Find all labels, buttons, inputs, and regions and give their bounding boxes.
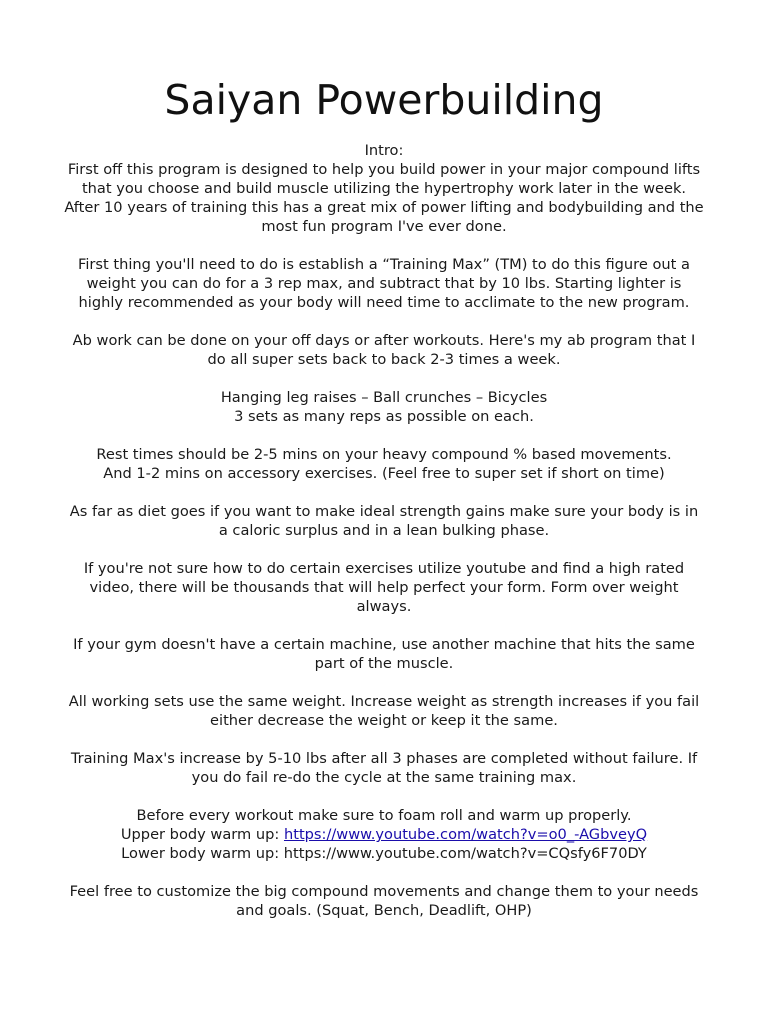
lower-warmup-url: https://www.youtube.com/watch?v=CQsfy6F70DY <box>283 845 647 862</box>
ab-sets: 3 sets as many reps as possible on each. <box>234 408 534 425</box>
ab-program-paragraph <box>64 388 704 426</box>
upper-warmup-line <box>64 825 704 844</box>
ab-exercises: Hanging leg raises – Ball crunches – Bicycles <box>220 389 548 406</box>
warmup-intro: Before every workout make sure to foam roll and warm up properly. <box>136 807 632 824</box>
rest-times-line-2: And 1-2 mins on accessory exercises. (Feel free to super set if short on time) <box>103 465 665 482</box>
rest-times-line-1: Rest times should be 2-5 mins on your heavy compound % based movements. <box>96 446 672 463</box>
intro-paragraph <box>64 141 704 236</box>
tm-increase-paragraph: Training Max's increase by 5-10 lbs after all 3 phases are completed without failure. If you do fail re-do the cycle at the same training max. <box>70 750 698 786</box>
lower-warmup-label: Lower body warm up: <box>121 845 284 862</box>
training-max-paragraph: First thing you'll need to do is establish a “Training Max” (TM) to do this figure out a weight you can do for a 3 rep max, and subtract that by 10 lbs. Starting lighter is highly recommended as your body will need time to acclimate to the new program. <box>78 256 690 311</box>
ab-work-paragraph: Ab work can be done on your off days or after workouts. Here's my ab program that I do all super sets back to back 2-3 times a week. <box>72 332 696 368</box>
document-body <box>64 141 704 939</box>
customize-paragraph: Feel free to customize the big compound movements and change them to your needs and goals. (Squat, Bench, Deadlift, OHP) <box>69 883 699 919</box>
working-sets-paragraph: All working sets use the same weight. Increase weight as strength increases if you fail either decrease the weight or keep it the same. <box>68 693 700 729</box>
lower-warmup-line <box>64 844 704 863</box>
warmup-paragraph <box>64 806 704 863</box>
intro-heading: Intro: <box>364 142 404 159</box>
youtube-paragraph: If you're not sure how to do certain exercises utilize youtube and find a high rated video, there will be thousands that will help perfect your form. Form over weight always. <box>83 560 685 615</box>
intro-text: First off this program is designed to help you build power in your major compound lifts that you choose and build muscle utilizing the hypertrophy work later in the week. After 10 years of training this has a great mix of power lifting and bodybuilding and the most fun program I've ever done. <box>64 161 704 235</box>
upper-warmup-label: Upper body warm up: <box>120 826 284 843</box>
rest-times-paragraph <box>64 445 704 483</box>
upper-warmup-link[interactable]: https://www.youtube.com/watch?v=o0_-AGbveyQ <box>283 826 648 843</box>
document-title: Saiyan Powerbuilding <box>164 76 604 124</box>
diet-paragraph: As far as diet goes if you want to make ideal strength gains make sure your body is in a caloric surplus and in a lean bulking phase. <box>69 503 699 539</box>
machine-paragraph: If your gym doesn't have a certain machine, use another machine that hits the same part of the muscle. <box>73 636 695 672</box>
